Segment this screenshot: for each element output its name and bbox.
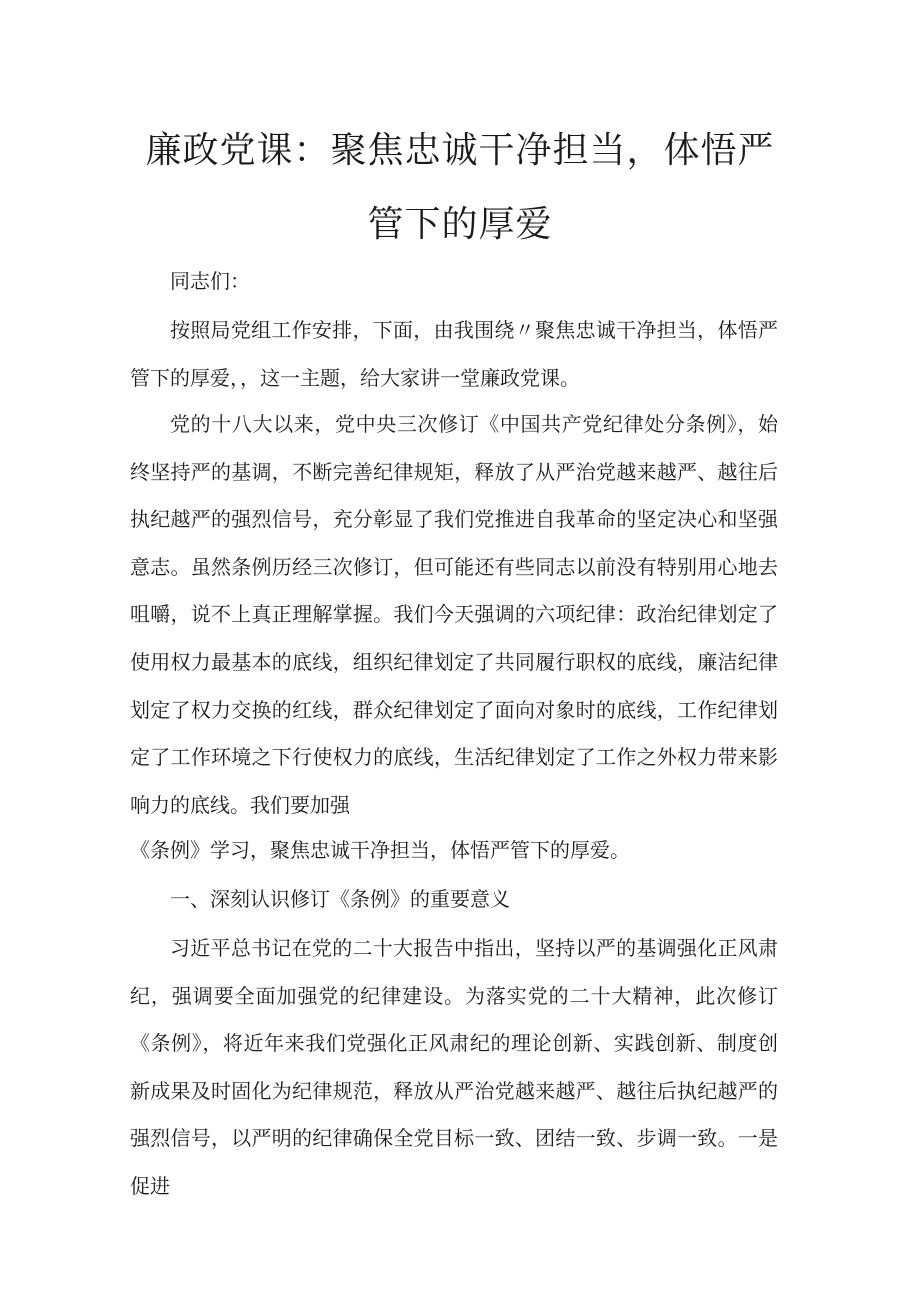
greeting: 同志们： [170, 269, 250, 293]
section-heading: 一、深刻认识修订《条例》的重要意义 [170, 887, 510, 911]
document-title-line-2: 管下的厚爱 [367, 204, 553, 245]
intro-paragraph: 按照局党组工作安排，下面，由我围绕〃聚焦忠诚干净担当，体悟严管下的厚爱，，这一主题，给大家讲一堂廉政党课。 [130, 318, 778, 390]
document-title-line-1: 廉政党课：聚焦忠诚干净担当，体悟严 [145, 130, 775, 171]
section-paragraph: 习近平总书记在党的二十大报告中指出，坚持以严的基调强化正风肃纪，强调要全面加强党的纪律建设。为落实党的二十大精神，此次修订《条例》，将近年来我们党强化正风肃纪的理论创新、实践创新、制度创新成果及时固化为纪律规范，释放从严治党越来越严、越往后执纪越严的强烈信号，以严明的纪律确保全党目标一致、团结一致、步调一致。一是促进 [130, 936, 778, 1198]
continued-paragraph: 《条例》学习，聚焦忠诚干净担当，体悟严管下的厚爱。 [130, 838, 630, 862]
main-paragraph: 党的十八大以来，党中央三次修订《中国共产党纪律处分条例》，始终坚持严的基调，不断完善纪律规矩，释放了从严治党越来越严、越往后执纪越严的强烈信号，充分彰显了我们党推进自我革命的坚定决心和坚强意志。虽然条例历经三次修订，但可能还有些同志以前没有特别用心地去咀嚼，说不上真正理解掌握。我们今天强调的六项纪律：政治纪律划定了使用权力最基本的底线，组织纪律划定了共同履行职权的底线，廉洁纪律划定了权力交换的红线，群众纪律划定了面向对象时的底线，工作纪律划定了工作环境之下行使权力的底线，生活纪律划定了工作之外权力带来影响力的底线。我们要加强 [130, 412, 778, 817]
